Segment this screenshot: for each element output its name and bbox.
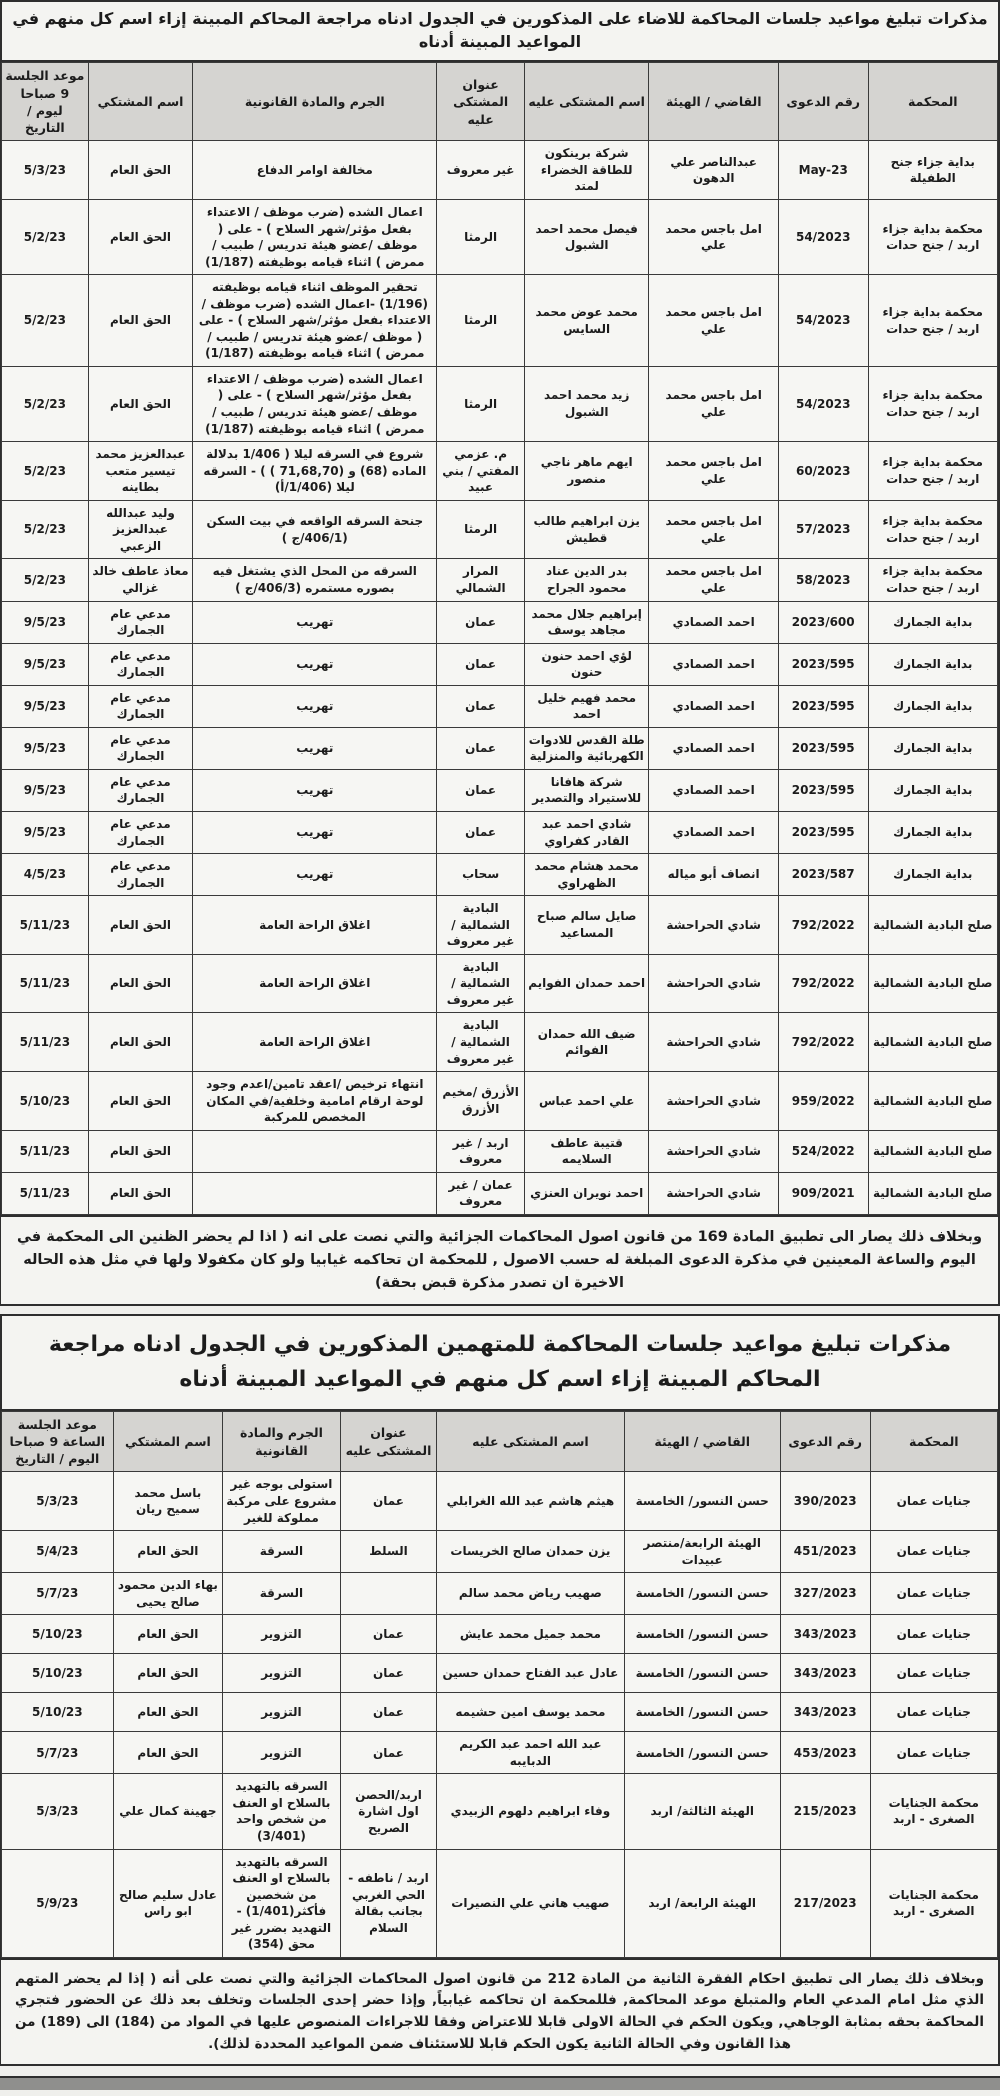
- table-row: [2, 954, 998, 1013]
- table-cell: شركة برينكون للطاقة الخضراء لمتد: [524, 141, 649, 200]
- column-header: اسم المشتكي: [113, 1411, 223, 1472]
- table-cell: 327/2023: [780, 1573, 870, 1615]
- table-cell: بهاء الدين محمود صالح يحيى: [113, 1573, 223, 1615]
- table-cell: مدعي عام الجمارك: [88, 854, 193, 896]
- table-cell: 217/2023: [780, 1849, 870, 1957]
- table-row: [2, 1072, 998, 1131]
- table-cell: الرمثا: [437, 275, 525, 367]
- table-cell: 5/4/23: [2, 1531, 114, 1573]
- table-cell: 9/5/23: [2, 643, 89, 685]
- table-cell: صهيب رياض محمد سالم: [437, 1573, 624, 1615]
- table-cell: تهريب: [193, 811, 437, 853]
- table-cell: شادي الحراحشة: [649, 1172, 778, 1214]
- table-cell: يزن ابراهيم طالب قطيش: [524, 500, 649, 559]
- table-cell: [193, 1130, 437, 1172]
- table-cell: مدعي عام الجمارك: [88, 601, 193, 643]
- table-row: [2, 442, 998, 501]
- table-cell: ايهم ماهر ناجي منصور: [524, 442, 649, 501]
- table-cell: حسن النسور/ الخامسة: [624, 1472, 780, 1531]
- table-cell: جنايات عمان: [870, 1732, 997, 1774]
- table-cell: 5/3/23: [2, 1472, 114, 1531]
- table-cell: انتهاء ترخيص /اعقد تامين/اعدم وجود لوحة ارقام امامية وخلفية/في المكان المخصص للمركبة: [193, 1072, 437, 1131]
- table-cell: محمد فهيم خليل احمد: [524, 685, 649, 727]
- table-cell: 4/5/23: [2, 854, 89, 896]
- table-cell: صايل سالم صباح المساعيد: [524, 896, 649, 955]
- table-cell: استولى بوجه غير مشروع على مركبة مملوكة للغير: [223, 1472, 341, 1531]
- column-header: الجرم والمادة القانونية: [193, 63, 437, 141]
- table-cell: 5/10/23: [2, 1072, 89, 1131]
- table-cell: جنحة السرقه الواقعه في بيت السكن (406/1/ج ): [193, 500, 437, 559]
- table-cell: محكمة بداية جزاء اربد / جنح حدات: [868, 200, 997, 275]
- table-cell: 5/2/23: [2, 200, 89, 275]
- table-row: [2, 1573, 998, 1615]
- table-cell: 792/2022: [778, 1013, 868, 1072]
- table-cell: شادي احمد عبد القادر كفراوي: [524, 811, 649, 853]
- table-cell: 2023/595: [778, 727, 868, 769]
- table-cell: بدر الدين عناد محمود الجراح: [524, 559, 649, 601]
- table-row: [2, 1130, 998, 1172]
- table-row: [2, 275, 998, 367]
- table-cell: السرقه بالتهديد بالسلاح او العنف من شخصين فأكثر(1/401) - التهديد بضرر غير محق (354): [223, 1849, 341, 1957]
- table-cell: عمان: [437, 769, 525, 811]
- section2-note-container: [0, 1960, 1000, 2066]
- table-cell: حسن النسور/ الخامسة: [624, 1573, 780, 1615]
- table-cell: الحق العام: [113, 1693, 223, 1732]
- table-cell: عمان: [437, 685, 525, 727]
- table-cell: باسل محمد سميح ريان: [113, 1472, 223, 1531]
- column-header: اسم المشتكي: [88, 63, 193, 141]
- table-cell: بداية الجمارك: [868, 601, 997, 643]
- table-cell: الحق العام: [88, 954, 193, 1013]
- table-cell: شادي الحراحشة: [649, 1013, 778, 1072]
- table-cell: السرقه بالتهديد بالسلاح او العنف من شخص واحد (3/401): [223, 1774, 341, 1849]
- table-cell: جنايات عمان: [870, 1693, 997, 1732]
- table-cell: زيد محمد احمد الشبول: [524, 366, 649, 441]
- table-cell: 2023/595: [778, 643, 868, 685]
- table-row: [2, 1849, 998, 1957]
- table-row: [2, 1615, 998, 1654]
- table-cell: شادي الحراحشة: [649, 954, 778, 1013]
- table-cell: 343/2023: [780, 1615, 870, 1654]
- table-cell: 54/2023: [778, 275, 868, 367]
- table-row: [2, 685, 998, 727]
- table-cell: الهيئة الرابعة/منتصر عبيدات: [624, 1531, 780, 1573]
- table1-body: [2, 141, 998, 1215]
- table-cell: 5/10/23: [2, 1693, 114, 1732]
- table-cell: 2023/595: [778, 811, 868, 853]
- table-row: [2, 1472, 998, 1531]
- table-cell: صلح البادية الشمالية: [868, 1072, 997, 1131]
- table-cell: الرمثا: [437, 200, 525, 275]
- table-cell: الرمثا: [437, 366, 525, 441]
- table-row: [2, 559, 998, 601]
- table-cell: 390/2023: [780, 1472, 870, 1531]
- table-cell: عمان: [340, 1732, 437, 1774]
- table-cell: امل باجس محمد علي: [649, 275, 778, 367]
- table-cell: [340, 1573, 437, 1615]
- table-cell: عمان: [340, 1615, 437, 1654]
- table-cell: 54/2023: [778, 366, 868, 441]
- article-169-note: وبخلاف ذلك يصار الى تطبيق المادة 169 من قانون اصول المحاكمات الجزائية والتي نصت على انه ( اذا لم يحضر الظنين الى المحكمة في اليوم والساعة المعينين في مذكرة الدعوى المبلغة له حسب الاصول , للمحكمة ان تحاكمه غيابيا ولو كان مكفولا ولها في مثل هذه الحاله الاخيرة ان تصدر مذكرة قبض بحقة): [17, 1228, 982, 1292]
- table-cell: عمان: [437, 643, 525, 685]
- table-cell: التزوير: [223, 1693, 341, 1732]
- table-cell: شادي الحراحشة: [649, 1072, 778, 1131]
- table-cell: امل باجس محمد علي: [649, 366, 778, 441]
- table-cell: 60/2023: [778, 442, 868, 501]
- table-cell: الحق العام: [88, 141, 193, 200]
- table-row: [2, 141, 998, 200]
- table-cell: الحق العام: [88, 200, 193, 275]
- table-row: [2, 500, 998, 559]
- table-cell: السلط: [340, 1531, 437, 1573]
- section1-note-container: [0, 1217, 1000, 1307]
- table-cell: محمد عوض محمد السايس: [524, 275, 649, 367]
- table-cell: محكمة بداية جزاء اربد / جنح حدات: [868, 366, 997, 441]
- table-cell: احمد حمدان الفوايم: [524, 954, 649, 1013]
- table-cell: معاذ عاطف خالد غزالي: [88, 559, 193, 601]
- table-cell: وليد عبدالله عبدالعزيز الزعبي: [88, 500, 193, 559]
- table-cell: تحقير الموظف اثناء قيامه بوظيفته (1/196) -اعمال الشده (ضرب موظف / الاعتداء بفعل مؤثر/شهر السلاح ) - على ( موظف /عضو هيئة تدريس / طبيب / ممرض ) اثناء قيامه بوظيفته (1/187): [193, 275, 437, 367]
- table-cell: اربد/الحصن اول اشارة الصريح: [340, 1774, 437, 1849]
- table-cell: حسن النسور/ الخامسة: [624, 1693, 780, 1732]
- table-cell: تهريب: [193, 601, 437, 643]
- table-cell: محمد هشام محمد الظهراوي: [524, 854, 649, 896]
- table-cell: بداية الجمارك: [868, 854, 997, 896]
- table-cell: احمد الصمادي: [649, 643, 778, 685]
- column-header: المحكمة: [870, 1411, 997, 1472]
- table-cell: تهريب: [193, 727, 437, 769]
- table-cell: May-23: [778, 141, 868, 200]
- table-cell: اعمال الشده (ضرب موظف / الاعتداء بفعل مؤثر/شهر السلاح ) - على ( موظف /عضو هيئة تدريس / طبيب / ممرض ) اثناء قيامه بوظيفته (1/187): [193, 366, 437, 441]
- table-cell: عمان: [437, 727, 525, 769]
- table-cell: وفاء ابراهيم دلهوم الزبيدي: [437, 1774, 624, 1849]
- table-cell: البادية الشمالية / غير معروف: [437, 954, 525, 1013]
- table-cell: صلح البادية الشمالية: [868, 1172, 997, 1214]
- table-cell: 5/11/23: [2, 954, 89, 1013]
- table-cell: إبراهيم جلال محمد مجاهد يوسف: [524, 601, 649, 643]
- table-cell: غير معروف: [437, 141, 525, 200]
- table-cell: 2023/600: [778, 601, 868, 643]
- table-row: [2, 1693, 998, 1732]
- table-cell: التزوير: [223, 1732, 341, 1774]
- table-cell: احمد الصمادي: [649, 811, 778, 853]
- table-cell: الحق العام: [88, 1013, 193, 1072]
- table-cell: 909/2021: [778, 1172, 868, 1214]
- table-cell: 792/2022: [778, 896, 868, 955]
- column-header: القاضي / الهيئة: [649, 63, 778, 141]
- table-cell: سحاب: [437, 854, 525, 896]
- column-header: اسم المشتكى عليه: [524, 63, 649, 141]
- table-row: [2, 1774, 998, 1849]
- column-header: الجرم والمادة القانونية: [223, 1411, 341, 1472]
- table-row: [2, 896, 998, 955]
- table-cell: امل باجس محمد علي: [649, 559, 778, 601]
- table-cell: امل باجس محمد علي: [649, 442, 778, 501]
- table-cell: عادل سليم صالح ابو راس: [113, 1849, 223, 1957]
- table-cell: حسن النسور/ الخامسة: [624, 1654, 780, 1693]
- column-header: رقم الدعوى: [780, 1411, 870, 1472]
- table-cell: تهريب: [193, 854, 437, 896]
- table-cell: طلة القدس للادوات الكهربائية والمنزلية: [524, 727, 649, 769]
- table-cell: 2023/587: [778, 854, 868, 896]
- table2-header: [2, 1411, 998, 1472]
- table-cell: 2023/595: [778, 769, 868, 811]
- table-cell: محكمة بداية جزاء اربد / جنح حدات: [868, 275, 997, 367]
- table-cell: اغلاق الراحة العامة: [193, 954, 437, 1013]
- column-header: رقم الدعوى: [778, 63, 868, 141]
- table-cell: 5/11/23: [2, 1013, 89, 1072]
- table-cell: محكمة بداية جزاء اربد / جنح حدات: [868, 442, 997, 501]
- table-cell: صهيب هاني علي النصيرات: [437, 1849, 624, 1957]
- table-row: [2, 727, 998, 769]
- table-cell: احمد الصمادي: [649, 727, 778, 769]
- table-cell: بداية الجمارك: [868, 727, 997, 769]
- table-row: [2, 1732, 998, 1774]
- table-row: [2, 601, 998, 643]
- table-cell: فيصل محمد احمد الشبول: [524, 200, 649, 275]
- table-cell: الحق العام: [88, 275, 193, 367]
- table-cell: شروع في السرقه ليلا ( 1/406 بدلالة الماده (68) و (71,68,70 ) ) - السرقه ليلا (1/406/أ): [193, 442, 437, 501]
- table-cell: امل باجس محمد علي: [649, 500, 778, 559]
- table-cell: تهريب: [193, 685, 437, 727]
- table-cell: عمان: [340, 1472, 437, 1531]
- table-cell: الحق العام: [113, 1615, 223, 1654]
- table-cell: الحق العام: [88, 366, 193, 441]
- table-cell: عمان / غير معروف: [437, 1172, 525, 1214]
- table-cell: 524/2022: [778, 1130, 868, 1172]
- table-cell: 57/2023: [778, 500, 868, 559]
- table-cell: محكمة بداية جزاء اربد / جنح حدات: [868, 500, 997, 559]
- table-cell: احمد نويران العنزي: [524, 1172, 649, 1214]
- table-cell: هيثم هاشم عبد الله الغرابلي: [437, 1472, 624, 1531]
- table-row: [2, 1172, 998, 1214]
- table-cell: 343/2023: [780, 1693, 870, 1732]
- table-cell: 5/9/23: [2, 1849, 114, 1957]
- table-cell: محكمة بداية جزاء اربد / جنح حدات: [868, 559, 997, 601]
- table-row: [2, 1013, 998, 1072]
- table-cell: 5/2/23: [2, 500, 89, 559]
- table-header-row: [2, 63, 998, 141]
- table-row: [2, 854, 998, 896]
- table-cell: 215/2023: [780, 1774, 870, 1849]
- table-cell: انصاف أبو مياله: [649, 854, 778, 896]
- table-cell: شادي الحراحشة: [649, 896, 778, 955]
- table-cell: مدعي عام الجمارك: [88, 769, 193, 811]
- table-cell: 5/10/23: [2, 1654, 114, 1693]
- table-row: [2, 366, 998, 441]
- section2-title: مذكرات تبليغ مواعيد جلسات المحاكمة للمتهمين المذكورين في الجدول ادناه مراجعة المحاكم المبينة إزاء اسم كل منهم في المواعيد المبينة أدناه: [0, 1314, 1000, 1408]
- table-cell: السرقه من المحل الذي يشتغل فيه بصوره مستمره (406/3/ج ): [193, 559, 437, 601]
- section1-table-container: [0, 60, 1000, 1217]
- table-cell: جهينة كمال علي: [113, 1774, 223, 1849]
- table-cell: اربد / غير معروف: [437, 1130, 525, 1172]
- table-cell: احمد الصمادي: [649, 685, 778, 727]
- section2-table-container: [0, 1409, 1000, 1960]
- table-row: [2, 200, 998, 275]
- table-cell: التزوير: [223, 1615, 341, 1654]
- table-cell: بداية الجمارك: [868, 643, 997, 685]
- table2-body: [2, 1472, 998, 1957]
- table-row: [2, 811, 998, 853]
- table-cell: [193, 1172, 437, 1214]
- table-cell: امل باجس محمد علي: [649, 200, 778, 275]
- table-cell: الأزرق /مخيم الأزرق: [437, 1072, 525, 1131]
- table-cell: 5/3/23: [2, 1774, 114, 1849]
- table-cell: بداية الجمارك: [868, 811, 997, 853]
- table-cell: 5/11/23: [2, 1130, 89, 1172]
- table-cell: 5/2/23: [2, 275, 89, 367]
- table-cell: جنايات عمان: [870, 1654, 997, 1693]
- table-cell: 9/5/23: [2, 685, 89, 727]
- next-section-edge-strip: [0, 2076, 1000, 2090]
- table-cell: تهريب: [193, 643, 437, 685]
- table-cell: بداية الجمارك: [868, 769, 997, 811]
- table-cell: عادل عبد الفتاح حمدان حسين: [437, 1654, 624, 1693]
- article-212-note: وبخلاف ذلك يصار الى تطبيق احكام الفقرة الثانية من المادة 212 من قانون اصول المحاكمات الجزائية والتي نصت على أنه ( إذا لم يحضر المتهم الذي مثل امام المدعي العام والمتبلغ موعد المحاكمة, فللمحكمة ان تحاكمه غيابياً, وإذا حضر إحدى الجلسات وتخلف بعد ذلك عن الحضور فتجري المحاكمة بحقه بمثابة الوجاهي, ويكون الحكم في الحالة الاولى قابلا للاعتراض وفقا للاجراءات المنصوص عليها في المواد من (184) الى (189) من هذا القانون وفي الحالة الثانية يكون الحكم قابلا للاستئناف ضمن المواعيد المحددة لذلك).: [15, 1970, 984, 2052]
- table-cell: الحق العام: [88, 1072, 193, 1131]
- table-cell: الحق العام: [88, 1172, 193, 1214]
- table-cell: 54/2023: [778, 200, 868, 275]
- table-cell: مدعي عام الجمارك: [88, 727, 193, 769]
- column-header: موعد الجلسة 9 صباحا ليوم / التاريخ: [2, 63, 89, 141]
- table-cell: م. عزمي المفتي / بني عبيد: [437, 442, 525, 501]
- court-sessions-table-2: [1, 1411, 998, 1958]
- table-cell: السرقة: [223, 1573, 341, 1615]
- column-header: عنوان المشتكى عليه: [340, 1411, 437, 1472]
- table-cell: ضيف الله حمدان الفوائم: [524, 1013, 649, 1072]
- table-cell: 9/5/23: [2, 601, 89, 643]
- table-row: [2, 769, 998, 811]
- table-cell: اربد / ناطفه - الحي الغربي بجانب بقالة السلام: [340, 1849, 437, 1957]
- table-cell: 5/10/23: [2, 1615, 114, 1654]
- table-cell: 453/2023: [780, 1732, 870, 1774]
- table-cell: عمان: [437, 601, 525, 643]
- column-header: اسم المشتكى عليه: [437, 1411, 624, 1472]
- table-cell: 2023/595: [778, 685, 868, 727]
- table-cell: عبدالعزيز محمد تيسير متعب بطاينه: [88, 442, 193, 501]
- table-cell: محكمة الجنايات الصغرى - اربد: [870, 1774, 997, 1849]
- table-cell: تهريب: [193, 769, 437, 811]
- court-sessions-table-1: [1, 62, 998, 1215]
- table-cell: جنايات عمان: [870, 1615, 997, 1654]
- table-cell: جنايات عمان: [870, 1472, 997, 1531]
- table-cell: مدعي عام الجمارك: [88, 643, 193, 685]
- table-cell: 9/5/23: [2, 769, 89, 811]
- table-cell: بداية الجمارك: [868, 685, 997, 727]
- table-cell: يزن حمدان صالح الخريسات: [437, 1531, 624, 1573]
- table-cell: اغلاق الراحة العامة: [193, 1013, 437, 1072]
- table-cell: السرقة: [223, 1531, 341, 1573]
- table-row: [2, 1531, 998, 1573]
- table-cell: الهيئة الثالثة/ اربد: [624, 1774, 780, 1849]
- table-cell: جنايات عمان: [870, 1573, 997, 1615]
- table-cell: التزوير: [223, 1654, 341, 1693]
- table-cell: احمد الصمادي: [649, 769, 778, 811]
- column-header: عنوان المشتكى عليه: [437, 63, 525, 141]
- table-cell: البادية الشمالية / غير معروف: [437, 1013, 525, 1072]
- table-cell: بداية جزاء جنح الطفيلة: [868, 141, 997, 200]
- table-cell: محمد جميل محمد عايش: [437, 1615, 624, 1654]
- table-header-row: [2, 1411, 998, 1472]
- column-header: المحكمة: [868, 63, 997, 141]
- table-cell: 343/2023: [780, 1654, 870, 1693]
- table-cell: 5/2/23: [2, 442, 89, 501]
- table-row: [2, 1654, 998, 1693]
- table-cell: الرمثا: [437, 500, 525, 559]
- table-cell: عمان: [340, 1693, 437, 1732]
- table-cell: المرار الشمالي: [437, 559, 525, 601]
- table-cell: حسن النسور/ الخامسة: [624, 1732, 780, 1774]
- column-header: موعد الجلسة الساعة 9 صباحا اليوم / التاريخ: [2, 1411, 114, 1472]
- table-cell: احمد الصمادي: [649, 601, 778, 643]
- table-cell: مدعي عام الجمارك: [88, 685, 193, 727]
- table-cell: حسن النسور/ الخامسة: [624, 1615, 780, 1654]
- table-cell: 5/3/23: [2, 141, 89, 200]
- table-cell: 792/2022: [778, 954, 868, 1013]
- table-cell: 959/2022: [778, 1072, 868, 1131]
- table-cell: جنايات عمان: [870, 1531, 997, 1573]
- table-cell: لؤي احمد حنون حنون: [524, 643, 649, 685]
- table-cell: الحق العام: [88, 1130, 193, 1172]
- table-cell: 5/11/23: [2, 896, 89, 955]
- table-cell: صلح البادية الشمالية: [868, 1130, 997, 1172]
- table-row: [2, 643, 998, 685]
- table-cell: البادية الشمالية / غير معروف: [437, 896, 525, 955]
- table-cell: 5/7/23: [2, 1573, 114, 1615]
- section1-title: مذكرات تبليغ مواعيد جلسات المحاكمة للاضاء على المذكورين في الجدول ادناه مراجعة المحاكم المبينة إزاء اسم كل منهم في المواعيد المبينة أدناه: [0, 0, 1000, 60]
- table-cell: صلح البادية الشمالية: [868, 954, 997, 1013]
- table-cell: الحق العام: [113, 1732, 223, 1774]
- table-cell: مخالفة اوامر الدفاع: [193, 141, 437, 200]
- table1-header: [2, 63, 998, 141]
- table-cell: 5/2/23: [2, 559, 89, 601]
- table-cell: محمد يوسف امين حشيمه: [437, 1693, 624, 1732]
- table-cell: صلح البادية الشمالية: [868, 896, 997, 955]
- table-cell: 451/2023: [780, 1531, 870, 1573]
- table-cell: محكمة الجنايات الصغرى - اربد: [870, 1849, 997, 1957]
- table-cell: عبد الله احمد عبد الكريم الدبايبه: [437, 1732, 624, 1774]
- table-cell: 5/11/23: [2, 1172, 89, 1214]
- table-cell: صلح البادية الشمالية: [868, 1013, 997, 1072]
- table-cell: عمان: [340, 1654, 437, 1693]
- table-cell: الهيئة الرابعة/ اربد: [624, 1849, 780, 1957]
- table-cell: 9/5/23: [2, 727, 89, 769]
- table-cell: 5/2/23: [2, 366, 89, 441]
- table-cell: 9/5/23: [2, 811, 89, 853]
- column-header: القاضي / الهيئة: [624, 1411, 780, 1472]
- table-cell: اعمال الشده (ضرب موظف / الاعتداء بفعل مؤثر/شهر السلاح ) - على ( موظف /عضو هيئة تدريس / طبيب / ممرض ) اثناء قيامه بوظيفته (1/187): [193, 200, 437, 275]
- table-cell: عمان: [437, 811, 525, 853]
- table-cell: علي احمد عباس: [524, 1072, 649, 1131]
- table-cell: الحق العام: [88, 896, 193, 955]
- table-cell: شادي الحراحشة: [649, 1130, 778, 1172]
- table-cell: شركة هافانا للاستيراد والتصدير: [524, 769, 649, 811]
- table-cell: قتيبة عاطف السلايمه: [524, 1130, 649, 1172]
- table-cell: عبدالناصر علي الدهون: [649, 141, 778, 200]
- table-cell: مدعي عام الجمارك: [88, 811, 193, 853]
- table-cell: الحق العام: [113, 1531, 223, 1573]
- table-cell: اغلاق الراحة العامة: [193, 896, 437, 955]
- table-cell: 5/7/23: [2, 1732, 114, 1774]
- table-cell: الحق العام: [113, 1654, 223, 1693]
- table-cell: 58/2023: [778, 559, 868, 601]
